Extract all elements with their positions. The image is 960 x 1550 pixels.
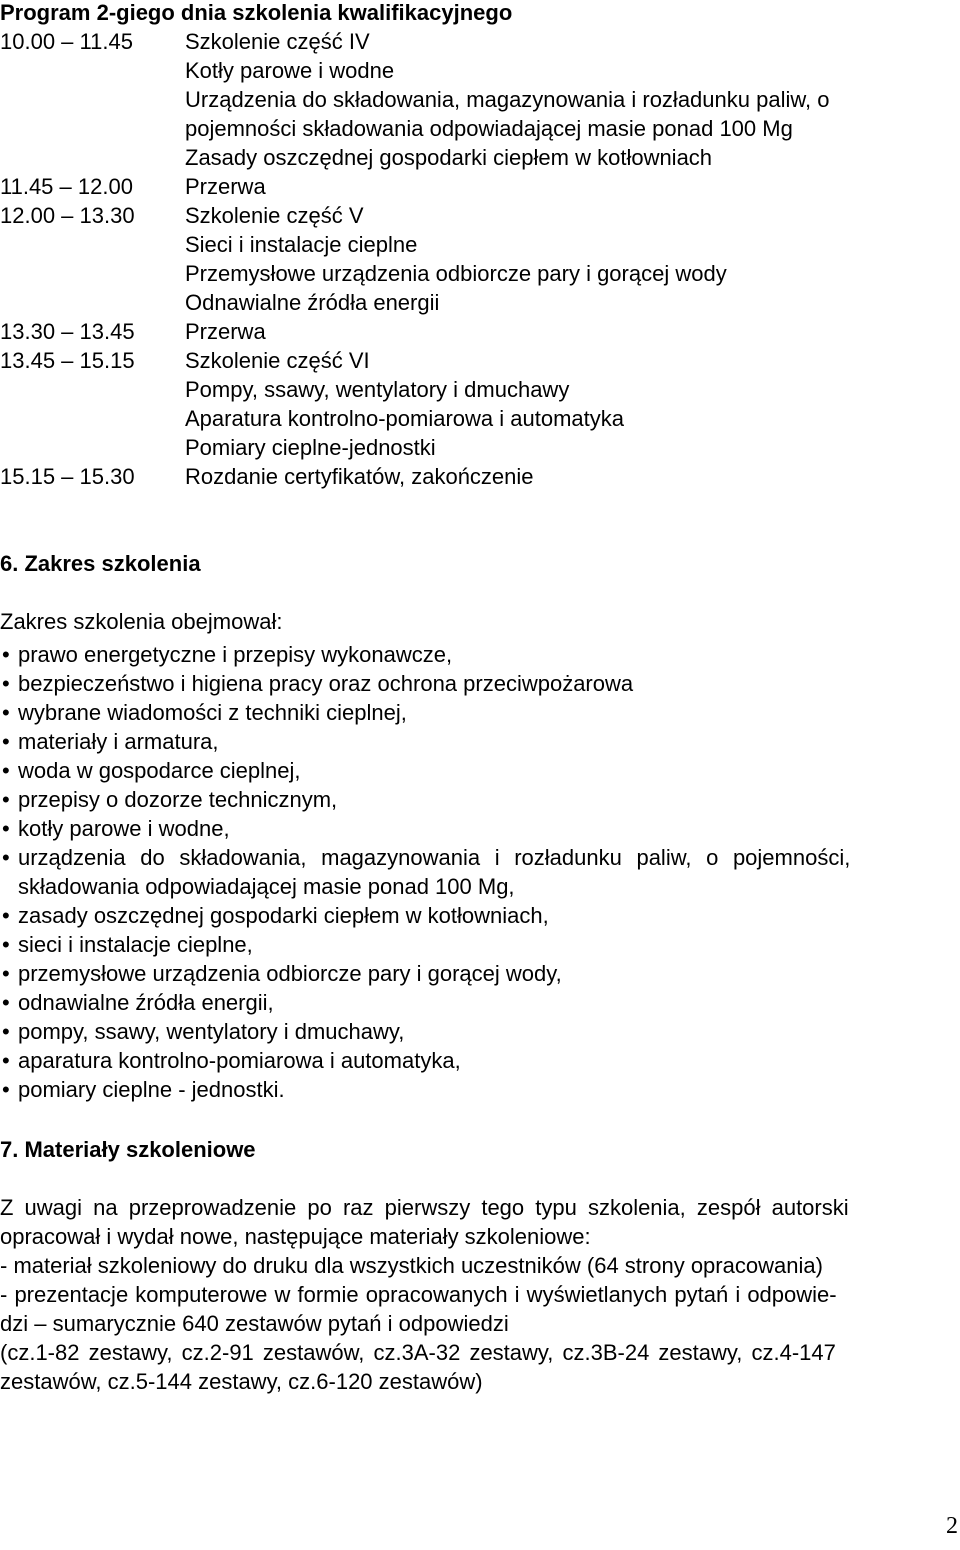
schedule-desc: Aparatura kontrolno-pomiarowa i automatyka xyxy=(185,406,625,431)
paragraph-line: Z uwagi na przeprowadzenie po raz pierwszy tego typu szkolenia, zespół autorski xyxy=(0,1195,849,1220)
bullet-icon: • xyxy=(2,671,10,696)
schedule-desc: Szkolenie część V xyxy=(185,203,364,228)
bullet-icon: • xyxy=(2,1048,10,1073)
list-item-text: woda w gospodarce cieplnej, xyxy=(18,758,301,783)
bullet-icon: • xyxy=(2,758,10,783)
section-intro: Zakres szkolenia obejmował: xyxy=(0,609,283,634)
paragraph-line: - prezentacje komputerowe w formie opracowanych i wyświetlanych pytań i odpowie- xyxy=(0,1282,837,1307)
schedule-time: 10.00 – 11.45 xyxy=(0,29,133,54)
schedule-time: 11.45 – 12.00 xyxy=(0,174,133,199)
schedule-desc: Zasady oszczędnej gospodarki ciepłem w kotłowniach xyxy=(185,145,713,170)
bullet-icon: • xyxy=(2,845,10,870)
list-item-text: sieci i instalacje cieplne, xyxy=(18,932,253,957)
schedule-desc: Odnawialne źródła energii xyxy=(185,290,440,315)
schedule-desc: Pomiary cieplne-jednostki xyxy=(185,435,436,460)
schedule-time: 15.15 – 15.30 xyxy=(0,464,135,489)
paragraph-line: (cz.1-82 zestawy, cz.2-91 zestawów, cz.3A-32 zestawy, cz.3B-24 zestawy, cz.4-147 xyxy=(0,1340,836,1365)
list-item-text: wybrane wiadomości z techniki cieplnej, xyxy=(18,700,407,725)
paragraph-line: zestawów, cz.5-144 zestawy, cz.6-120 zestawów) xyxy=(0,1369,483,1394)
list-item-text: bezpieczeństwo i higiena pracy oraz ochrona przeciwpożarowa xyxy=(18,671,634,696)
bullet-icon: • xyxy=(2,990,10,1015)
list-item-text: pompy, ssawy, wentylatory i dmuchawy, xyxy=(18,1019,405,1044)
page-number: 2 xyxy=(946,1513,958,1539)
schedule-desc: Rozdanie certyfikatów, zakończenie xyxy=(185,464,534,489)
schedule-desc: Przerwa xyxy=(185,174,266,199)
section-heading: 7. Materiały szkoleniowe xyxy=(0,1137,256,1162)
section-heading: 6. Zakres szkolenia xyxy=(0,551,201,576)
schedule-time: 12.00 – 13.30 xyxy=(0,203,135,228)
schedule-desc: Szkolenie część VI xyxy=(185,348,370,373)
schedule-desc: Urządzenia do składowania, magazynowania i rozładunku paliw, o xyxy=(185,87,830,112)
schedule-time: 13.30 – 13.45 xyxy=(0,319,135,344)
list-item-text: prawo energetyczne i przepisy wykonawcze, xyxy=(18,642,453,667)
schedule-desc: Przemysłowe urządzenia odbiorcze pary i gorącej wody xyxy=(185,261,727,286)
schedule-desc: Szkolenie część IV xyxy=(185,29,370,54)
bullet-icon: • xyxy=(2,729,10,754)
list-item-text: zasady oszczędnej gospodarki ciepłem w kotłowniach, xyxy=(18,903,549,928)
list-item-text: kotły parowe i wodne, xyxy=(18,816,230,841)
list-item-text: aparatura kontrolno-pomiarowa i automatyka, xyxy=(18,1048,461,1073)
paragraph-line: - materiał szkoleniowy do druku dla wszystkich uczestników (64 strony opracowania) xyxy=(0,1253,823,1278)
list-item-text: pomiary cieplne - jednostki. xyxy=(18,1077,285,1102)
paragraph-line: dzi – sumarycznie 640 zestawów pytań i odpowiedzi xyxy=(0,1311,509,1336)
list-item-text: przepisy o dozorze technicznym, xyxy=(18,787,338,812)
bullet-icon: • xyxy=(2,1019,10,1044)
list-item-text: urządzenia do składowania, magazynowania i rozładunku paliw, o pojemności, xyxy=(18,845,851,870)
bullet-icon: • xyxy=(2,700,10,725)
bullet-icon: • xyxy=(2,961,10,986)
schedule-desc: Sieci i instalacje cieplne xyxy=(185,232,418,257)
schedule-desc: Kotły parowe i wodne xyxy=(185,58,395,83)
schedule-desc: pojemności składowania odpowiadającej masie ponad 100 Mg xyxy=(185,116,793,141)
bullet-icon: • xyxy=(2,932,10,957)
list-item-text: składowania odpowiadającej masie ponad 100 Mg, xyxy=(18,874,515,899)
list-item-text: przemysłowe urządzenia odbiorcze pary i gorącej wody, xyxy=(18,961,562,986)
list-item-text: odnawialne źródła energii, xyxy=(18,990,274,1015)
bullet-icon: • xyxy=(2,642,10,667)
program-title: Program 2-giego dnia szkolenia kwalifikacyjnego xyxy=(0,0,513,25)
schedule-desc: Przerwa xyxy=(185,319,266,344)
schedule-desc: Pompy, ssawy, wentylatory i dmuchawy xyxy=(185,377,570,402)
bullet-icon: • xyxy=(2,816,10,841)
schedule-time: 13.45 – 15.15 xyxy=(0,348,135,373)
bullet-icon: • xyxy=(2,1077,10,1102)
paragraph-line: opracował i wydał nowe, następujące materiały szkoleniowe: xyxy=(0,1224,591,1249)
list-item-text: materiały i armatura, xyxy=(18,729,219,754)
bullet-icon: • xyxy=(2,787,10,812)
bullet-icon: • xyxy=(2,903,10,928)
